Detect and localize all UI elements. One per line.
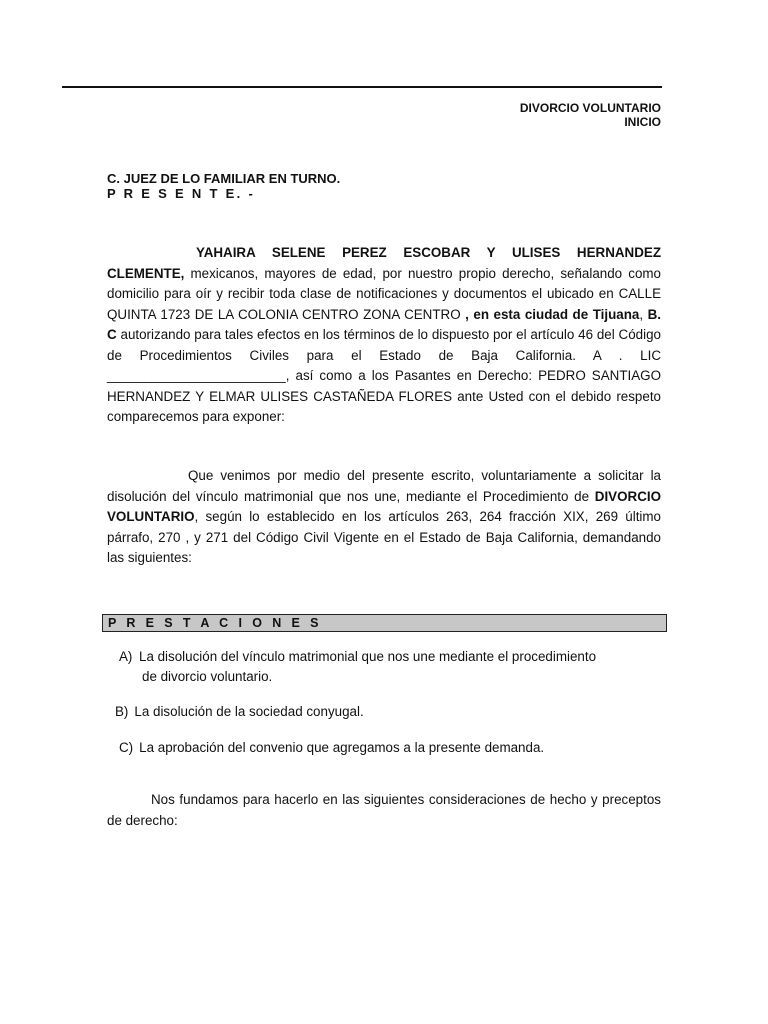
claim-a-line2: de divorcio voluntario. <box>142 669 273 684</box>
claim-a <box>119 647 664 687</box>
document-subtitle: INICIO <box>624 115 661 129</box>
intro-text-b: autorizando para tales efectos en los términos de lo dispuesto por el artículo 46 del Código de Procedimientos Civiles para el Estado de Baja California. A . LIC ________________________, así como a los Pasantes en Derecho: PEDRO SANTIAGO HERNANDEZ Y ELMAR ULISES CASTAÑEDA FLORES ante Usted con el debido respeto comparecemos para exponer: <box>107 327 661 424</box>
claim-c <box>119 738 544 758</box>
request-bold: DIVORCIO VOLUNTARIO <box>107 488 661 524</box>
addressee-presente: P R E S E N T E. - <box>107 186 256 201</box>
request-text-a: Que venimos por medio del presente escrito, voluntariamente a solicitar la disolución del vínculo matrimonial que nos une, mediante el Procedimiento de <box>107 468 661 504</box>
claim-b <box>115 702 364 722</box>
parties-names: YAHAIRA SELENE PEREZ ESCOBAR Y ULISES HERNANDEZ CLEMENTE, <box>107 245 661 281</box>
prestaciones-header <box>102 614 667 632</box>
intro-city: , en esta ciudad de Tijuana <box>465 306 640 322</box>
request-text-b: , según lo establecido en los artículos 263, 264 fracción XIX, 269 último párrafo, 270 , y 271 del Código Civil Vigente en el Estado de Baja California, demandando las siguientes: <box>107 509 661 565</box>
intro-state: B. C <box>107 306 661 342</box>
intro-comma: , <box>639 306 644 322</box>
closing-text: Nos fundamos para hacerlo en las siguientes consideraciones de hecho y preceptos de derecho: <box>107 792 661 828</box>
request-paragraph <box>107 466 661 569</box>
document-title: DIVORCIO VOLUNTARIO <box>519 101 661 115</box>
document-header <box>520 101 661 129</box>
claim-a-line1: La disolución del vínculo matrimonial que nos une mediante el procedimiento <box>139 649 597 664</box>
claim-b-letter: B) <box>115 704 129 719</box>
addressee-judge: C. JUEZ DE LO FAMILIAR EN TURNO. <box>107 171 341 186</box>
intro-paragraph <box>107 243 661 428</box>
claim-c-text: La aprobación del convenio que agregamos a la presente demanda. <box>139 740 545 755</box>
claim-a-letter: A) <box>119 649 133 664</box>
top-rule <box>62 86 662 88</box>
prestaciones-title: P R E S T A C I O N E S <box>108 616 322 630</box>
intro-text-a: mexicanos, mayores de edad, por nuestro propio derecho, señalando como domicilio para oír y recibir toda clase de notificaciones y documentos el ubicado en CALLE QUINTA 1723 DE LA COLONIA CENTRO ZONA CENTRO <box>107 265 661 322</box>
addressee-block <box>107 171 340 201</box>
claim-c-letter: C) <box>119 740 134 755</box>
closing-paragraph <box>107 790 661 831</box>
claim-b-text: La disolución de la sociedad conyugal. <box>134 704 364 719</box>
